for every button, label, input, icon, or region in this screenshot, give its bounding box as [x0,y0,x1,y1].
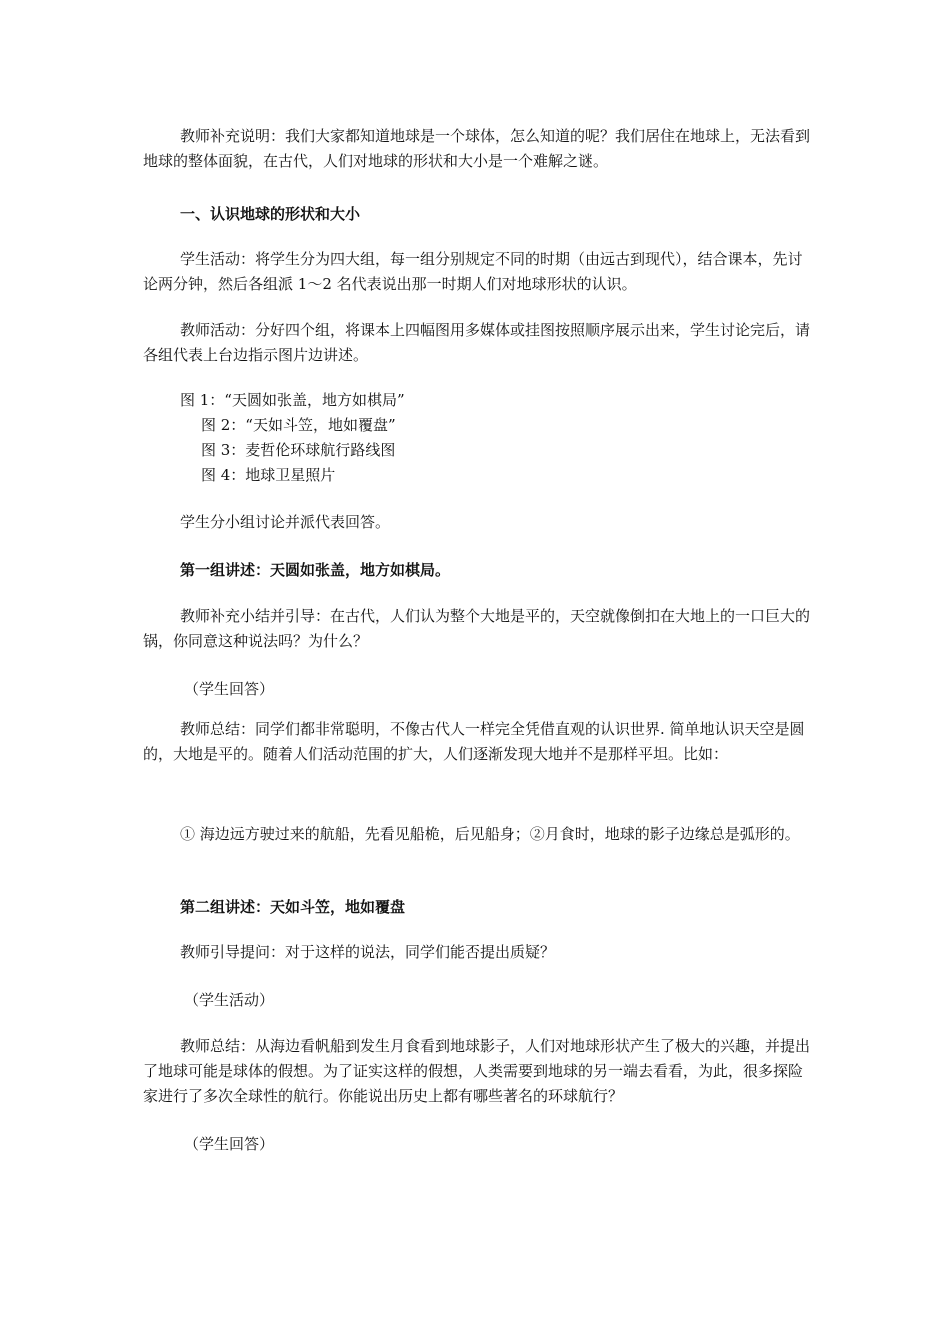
figure-item-3: 图 3：麦哲伦环球航行路线图 [201,441,396,459]
figure-item-1: 图 1：“天圆如张盖，地方如棋局” [180,391,405,409]
paragraph-teacher-question: 教师引导提问：对于这样的说法，同学们能否提出质疑？ [180,943,556,961]
student-answer-note: （学生回答） [184,680,275,698]
group-one-heading: 第一组讲述：天圆如张盖，地方如棋局。 [180,561,451,579]
student-answer-note-final: （学生回答） [184,1135,275,1153]
paragraph-teacher-intro: 教师补充说明：我们大家都知道地球是一个球体，怎么知道的呢？我们居住在地球上，无法看到地球的整体面貌，在古代，人们对地球的形状和大小是一个难解之谜。 [143,127,811,170]
paragraph-teacher-activity: 教师活动：分好四个组，将课本上四幅图用多媒体或挂图按照顺序展示出来，学生讨论完后，请各组代表上台边指示图片边讲述。 [143,321,811,364]
figure-item-2: 图 2：“天如斗笠，地如覆盘” [201,416,396,434]
paragraph-examples: ① 海边远方驶过来的航船，先看见船桅，后见船身；②月食时，地球的影子边缘总是弧形的。 [180,825,800,843]
paragraph-teacher-final-summary: 教师总结：从海边看帆船到发生月食看到地球影子，人们对地球形状产生了极大的兴趣，并提出了地球可能是球体的假想。为了证实这样的假想，人类需要到地球的另一端去看看，为此，很多探险家进行了多次全球性的航行。你能说出历史上都有哪些著名的环球航行？ [143,1037,811,1105]
paragraph-group-discussion: 学生分小组讨论并派代表回答。 [180,513,391,531]
figure-item-4: 图 4：地球卫星照片 [201,466,336,484]
paragraph-teacher-summary-guide: 教师补充小结并引导：在古代，人们认为整个大地是平的，天空就像倒扣在大地上的一口巨大的锅，你同意这种说法吗？为什么？ [143,607,811,650]
section-heading: 一、认识地球的形状和大小 [180,205,361,223]
group-two-heading: 第二组讲述：天如斗笠，地如覆盘 [180,898,406,916]
student-activity-note: （学生活动） [184,991,275,1009]
paragraph-teacher-conclusion: 教师总结：同学们都非常聪明，不像古代人一样完全凭借直观的认识世界. 简单地认识天空是圆的，大地是平的。随着人们活动范围的扩大，人们逐渐发现大地并不是那样平坦。比如： [143,720,805,763]
paragraph-student-activity: 学生活动：将学生分为四大组，每一组分别规定不同的时期（由远古到现代），结合课本，先讨论两分钟，然后各组派 1～2 名代表说出那一时期人们对地球形状的认识。 [143,250,803,293]
